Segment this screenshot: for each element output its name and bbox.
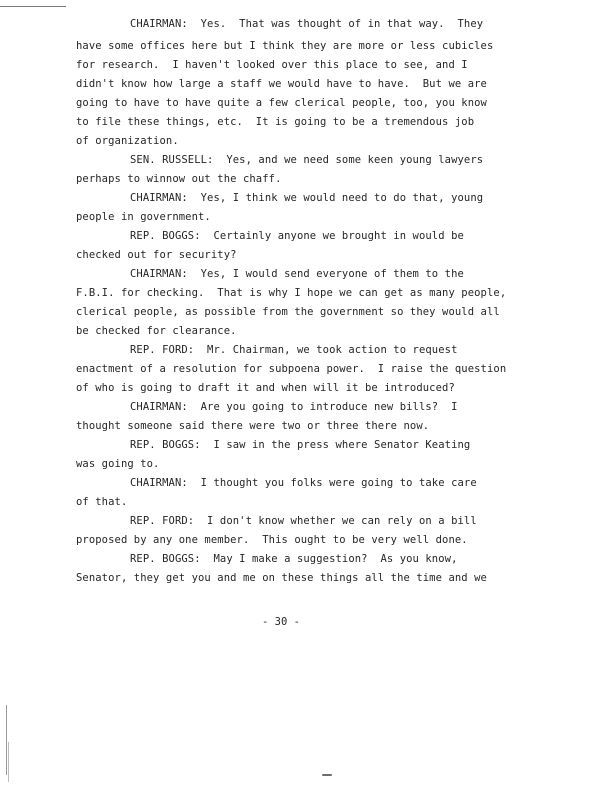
- transcript-line: of that.: [76, 496, 128, 508]
- top-edge-rule: [0, 6, 66, 7]
- page-number: - 30 -: [262, 616, 300, 628]
- scan-smudge: [322, 774, 332, 776]
- transcript-line: REP. BOGGS: Certainly anyone we brought in would be: [130, 230, 464, 242]
- transcript-line: CHAIRMAN: I thought you folks were going to take care: [130, 477, 477, 489]
- transcript-line: CHAIRMAN: Yes, I would send everyone of them to the: [130, 268, 464, 280]
- transcript-line: proposed by any one member. This ought to be very well done.: [76, 534, 468, 546]
- transcript-line: Senator, they get you and me on these things all the time and we: [76, 572, 487, 584]
- transcript-line: checked out for security?: [76, 249, 237, 261]
- transcript-line: SEN. RUSSELL: Yes, and we need some keen young lawyers: [130, 154, 484, 166]
- transcript-line: was going to.: [76, 458, 160, 470]
- left-margin-mark: [6, 705, 7, 775]
- transcript-line: REP. FORD: Mr. Chairman, we took action to request: [130, 344, 458, 356]
- transcript-line: REP. FORD: I don't know whether we can rely on a bill: [130, 515, 477, 527]
- transcript-line: going to have to have quite a few clerical people, too, you know: [76, 97, 487, 109]
- transcript-line: REP. BOGGS: May I make a suggestion? As you know,: [130, 553, 458, 565]
- transcript-line: enactment of a resolution for subpoena power. I raise the question: [76, 363, 507, 375]
- transcript-line: perhaps to winnow out the chaff.: [76, 173, 282, 185]
- transcript-line: clerical people, as possible from the government so they would all: [76, 306, 500, 318]
- transcript-line: F.B.I. for checking. That is why I hope we can get as many people,: [76, 287, 507, 299]
- transcript-line: have some offices here but I think they are more or less cubicles: [76, 40, 494, 52]
- transcript-line: to file these things, etc. It is going to be a tremendous job: [76, 116, 475, 128]
- transcript-line: REP. BOGGS: I saw in the press where Senator Keating: [130, 439, 471, 451]
- transcript-line: thought someone said there were two or three there now.: [76, 420, 430, 432]
- transcript-line: of who is going to draft it and when will it be introduced?: [76, 382, 455, 394]
- transcript-line: CHAIRMAN: Are you going to introduce new bills? I: [130, 401, 458, 413]
- transcript-line: CHAIRMAN: Yes. That was thought of in that way. They: [130, 18, 484, 30]
- transcript-line: people in government.: [76, 211, 211, 223]
- left-margin-mark: [8, 742, 9, 782]
- transcript-line: didn't know how large a staff we would have to have. But we are: [76, 78, 487, 90]
- transcript-line: CHAIRMAN: Yes, I think we would need to do that, young: [130, 192, 484, 204]
- transcript-line: be checked for clearance.: [76, 325, 237, 337]
- transcript-line: for research. I haven't looked over this place to see, and I: [76, 59, 468, 71]
- transcript-line: of organization.: [76, 135, 179, 147]
